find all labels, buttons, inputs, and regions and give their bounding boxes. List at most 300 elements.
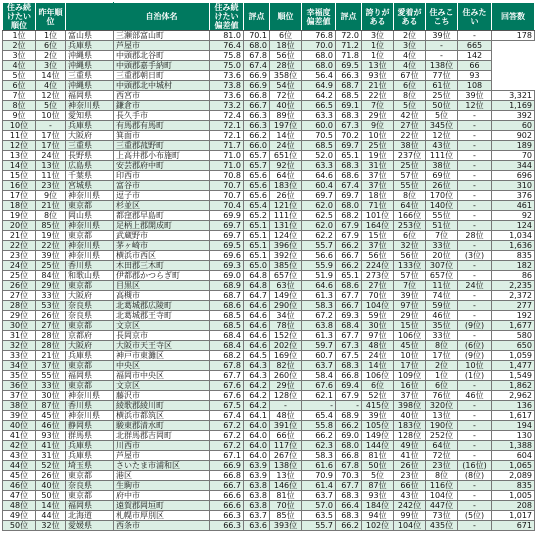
cell-prev-rank: 32位 [36,521,66,531]
table-row [3,51,535,61]
cell-happiness-points: 65.1 [336,271,362,281]
cell-prefecture: 東京都 [66,381,114,391]
cell-happiness-points: 66.7 [336,301,362,311]
cell-prev-rank: 5位 [36,101,66,111]
cell-happiness-rank: 92位 [270,161,302,171]
cell-desirability-rank: - [458,171,492,181]
cell-rank: 48位 [3,501,36,511]
cell-attachment-rank: 8位 [394,191,426,201]
cell-happiness-rank: 28位 [270,61,302,71]
cell-stay-points: 66.9 [244,81,270,91]
cell-rank: 38位 [3,401,36,411]
cell-prefecture: 東京都 [66,491,114,501]
cell-municipality: 有馬郡有馬町 [114,121,210,131]
cell-stay-score: 66.6 [210,491,244,501]
cell-stay-points: 64.3 [244,371,270,381]
cell-pride-rank: 5位 [362,471,394,481]
cell-prev-rank: 8位 [36,211,66,221]
cell-stay-score: 75.0 [210,61,244,71]
cell-desirability-rank: - [458,181,492,191]
cell-municipality: 安芸郡府中町 [114,161,210,171]
cell-pride-rank: 1位 [362,51,394,61]
cell-stay-points: 64.5 [244,351,270,361]
cell-municipality: 三瀬部富山町 [114,31,210,41]
cell-happiness-rank: 117位 [270,441,302,451]
cell-pride-rank: 10位 [362,131,394,141]
cell-prefecture: 兵庫県 [66,41,114,51]
cell-livability-rank: 35位 [426,321,458,331]
cell-rank: 10位 [3,121,36,131]
cell-stay-score: 68.5 [210,311,244,321]
cell-livability-rank: 51位 [426,221,458,231]
cell-response-count: 1,005 [492,491,535,501]
cell-pride-rank: 9位 [362,121,394,131]
cell-happiness-points: 67.3 [336,341,362,351]
cell-desirability-rank: - [458,431,492,441]
cell-stay-score: 66.8 [210,471,244,481]
cell-attachment-rank: 49位 [394,441,426,451]
cell-prefecture: 東京都 [66,201,114,211]
cell-prefecture: 神奈川県 [66,221,114,231]
col-attachment-header: 愛着がある [394,3,426,31]
cell-happiness-rank: 18位 [270,41,302,51]
cell-prefecture: 神奈川県 [66,391,114,401]
cell-municipality: 茅ヶ崎市 [114,241,210,251]
cell-happiness-rank: 6位 [270,31,302,41]
cell-stay-score: 66.9 [210,461,244,471]
cell-happiness-score: 63.8 [302,321,336,331]
table-row [3,161,535,171]
cell-stay-points: 65.6 [244,171,270,181]
cell-happiness-score: 70.0 [302,41,336,51]
cell-happiness-points: 68.3 [336,111,362,121]
cell-stay-score: 72.4 [210,111,244,121]
table-row [3,431,535,441]
cell-stay-points: 64.1 [244,411,270,421]
cell-municipality: 高槻市 [114,291,210,301]
cell-stay-points: 64.0 [244,441,270,451]
cell-livability-rank: 20位 [426,251,458,261]
cell-happiness-rank: 393位 [270,521,302,531]
cell-desirability-rank: - [458,291,492,301]
col-pride-header: 誇りがある [362,3,394,31]
cell-stay-points: 64.6 [244,311,270,321]
cell-stay-points: 64.7 [244,291,270,301]
cell-prev-rank: 24位 [36,151,66,161]
cell-rank: 31位 [3,331,36,341]
cell-stay-score: 75.8 [210,51,244,61]
col-livability-header: 住みここち [426,3,458,31]
cell-livability-rank: 39位 [426,31,458,41]
cell-attachment-rank: 25位 [394,161,426,171]
cell-municipality: 横浜市西区 [114,251,210,261]
cell-prefecture: 東京都 [66,321,114,331]
cell-municipality: 印西市 [114,171,210,181]
cell-pride-rank: 104位 [362,301,394,311]
cell-desirability-rank: 46位 [458,391,492,401]
cell-livability-rank: 11位 [426,281,458,291]
cell-stay-score: 67.2 [210,441,244,451]
cell-stay-score: 70.7 [210,191,244,201]
cell-rank: 8位 [3,101,36,111]
table-row [3,471,535,481]
cell-desirability-rank: - [458,151,492,161]
cell-prev-rank: 21位 [36,201,66,211]
cell-stay-score: 69.0 [210,271,244,281]
cell-happiness-points: 68.0 [336,441,362,451]
cell-pride-rank: 273位 [362,271,394,281]
cell-prefecture: 広島県 [66,161,114,171]
cell-prefecture: 東京都 [66,281,114,291]
cell-prev-rank: 28位 [36,341,66,351]
cell-attachment-rank: 15位 [394,321,426,331]
table-row [3,221,535,231]
cell-livability-rank: 657位 [426,271,458,281]
cell-rank: 1位 [3,31,36,41]
table-row [3,371,535,381]
cell-happiness-rank: 124位 [270,231,302,241]
cell-municipality: 芦屋市 [114,451,210,461]
cell-stay-points: 63.6 [244,521,270,531]
cell-attachment-rank: 43位 [394,491,426,501]
cell-happiness-score: 51.9 [302,271,336,281]
cell-prev-rank: 44位 [36,511,66,521]
cell-prefecture: 和歌山県 [66,271,114,281]
cell-stay-points: 65.7 [244,161,270,171]
cell-happiness-rank: 169位 [270,351,302,361]
cell-prefecture: 奈良県 [66,481,114,491]
cell-livability-rank: 12位 [426,131,458,141]
cell-desirability-rank: (6位) [458,341,492,351]
cell-stay-score: 66.3 [210,521,244,531]
cell-happiness-score: 55.7 [302,521,336,531]
table-row [3,201,535,211]
cell-pride-rank: 149位 [362,431,394,441]
cell-stay-score: 76.4 [210,41,244,51]
cell-desirability-rank: - [458,451,492,461]
table-row [3,451,535,461]
cell-attachment-rank: 4位 [394,61,426,71]
cell-attachment-rank: 242位 [394,501,426,511]
cell-prev-rank: 93位 [36,431,66,441]
cell-livability-rank: 104位 [426,491,458,501]
cell-prefecture: 香川県 [66,261,114,271]
cell-prev-rank: 53位 [36,301,66,311]
table-row [3,191,535,201]
cell-stay-points: 67.4 [244,61,270,71]
cell-municipality: 生駒市 [114,481,210,491]
cell-happiness-points: 67.9 [336,221,362,231]
cell-happiness-score: 64.6 [302,281,336,291]
cell-response-count: 130 [492,431,535,441]
cell-desirability-rank: - [458,161,492,171]
cell-response-count: 1,477 [492,361,535,371]
cell-happiness-rank: 34位 [270,311,302,321]
cell-stay-points: 66.3 [244,111,270,121]
cell-municipality: 福岡市中央区 [114,371,210,381]
cell-pride-rank: 93位 [362,71,394,81]
cell-happiness-score: 70.5 [302,131,336,141]
cell-happiness-score: 60.4 [302,181,336,191]
cell-livability-rank: 38位 [426,161,458,171]
cell-happiness-rank: 70位 [270,501,302,511]
cell-response-count: 1,059 [492,351,535,361]
table-row [3,241,535,251]
cell-response-count: 1,017 [492,511,535,521]
cell-municipality: 川西市 [114,441,210,451]
cell-pride-rank: 97位 [362,331,394,341]
cell-prefecture: 神奈川県 [66,101,114,111]
cell-livability-rank: 72位 [426,451,458,461]
cell-prefecture: 奈良県 [66,301,114,311]
cell-prefecture: 兵庫県 [66,121,114,131]
cell-prefecture: 大阪府 [66,131,114,141]
cell-happiness-rank: 138位 [270,461,302,471]
table-row [3,81,535,91]
cell-livability-rank: 345位 [426,121,458,131]
cell-desirability-rank: 93 [458,71,492,81]
col-happiness-points-header: 評点 [336,3,362,31]
cell-desirability-rank: - [458,521,492,531]
cell-response-count: 189 [492,141,535,151]
cell-prefecture: 宮城県 [66,181,114,191]
col-municipality-header: 自治体名 [114,3,210,31]
cell-pride-rank: 71位 [362,201,394,211]
cell-rank: 35位 [3,371,36,381]
cell-prefecture: 長野県 [66,151,114,161]
cell-happiness-score: 58.3 [302,301,336,311]
cell-livability-rank: 69位 [426,171,458,181]
cell-stay-score: 71.7 [210,141,244,151]
cell-stay-points: 63.8 [244,491,270,501]
cell-happiness-score: 60.7 [302,351,336,361]
cell-response-count: 835 [492,481,535,491]
cell-prev-rank: 11位 [36,171,66,181]
cell-prev-rank: 84位 [36,271,66,281]
cell-livability-rank: 46位 [426,311,458,321]
cell-stay-points: 65.1 [244,221,270,231]
cell-stay-score: 70.4 [210,201,244,211]
cell-municipality: 北群馬郡吉岡町 [114,431,210,441]
cell-stay-points: 65.6 [244,191,270,201]
cell-happiness-points: 66.8 [336,451,362,461]
cell-response-count: 60 [492,121,535,131]
table-row [3,71,535,81]
cell-prev-rank: 41位 [36,441,66,451]
cell-prev-rank: 14位 [36,501,66,511]
cell-happiness-rank: 202位 [270,341,302,351]
cell-response-count: 392 [492,111,535,121]
cell-rank: 4位 [3,61,36,71]
cell-prefecture: 東京都 [66,471,114,481]
cell-happiness-score: 61.4 [302,481,336,491]
cell-pride-rank: 101位 [362,211,394,221]
cell-desirability-rank: - [458,421,492,431]
cell-pride-rank: 7位 [362,101,394,111]
cell-rank: 5位 [3,71,36,81]
cell-happiness-points: - [336,401,362,411]
cell-desirability-rank: - [458,501,492,511]
cell-desirability-rank: - [458,481,492,491]
cell-pride-rank: 37位 [362,241,394,251]
cell-prev-rank: 12位 [36,91,66,101]
cell-stay-points: 66.0 [244,141,270,151]
col-prefecture-header [66,3,114,31]
cell-stay-points: 64.6 [244,321,270,331]
col-stay-points-header: 評点 [244,3,270,31]
cell-pride-rank: 164位 [362,221,394,231]
cell-livability-rank: 140位 [426,201,458,211]
cell-stay-score: 67.4 [210,411,244,421]
cell-municipality: 長久手市 [114,111,210,121]
cell-happiness-points: 69.7 [336,191,362,201]
cell-desirability-rank: - [458,131,492,141]
cell-livability-rank: 64位 [426,441,458,451]
cell-desirability-rank: (9位) [458,321,492,331]
cell-prefecture: 福岡県 [66,91,114,101]
cell-happiness-score: 62.0 [302,201,336,211]
table-row [3,141,535,151]
cell-happiness-rank: - [270,401,302,411]
cell-municipality: さいたま市浦和区 [114,461,210,471]
cell-prev-rank: 21位 [36,351,66,361]
cell-response-count: 2,089 [492,471,535,481]
cell-livability-rank: 73位 [426,511,458,521]
table-row [3,311,535,321]
cell-attachment-rank: 10位 [394,351,426,361]
cell-desirability-rank: (5位) [458,511,492,521]
cell-pride-rank: 37位 [362,171,394,181]
cell-happiness-score: 56.6 [302,251,336,261]
cell-desirability-rank: 142 [458,51,492,61]
cell-desirability-rank: (1位) [458,371,492,381]
cell-pride-rank: 415位 [362,401,394,411]
cell-pride-rank: 106位 [362,371,394,381]
cell-happiness-score: 58.4 [302,371,336,381]
cell-response-count: 604 [492,451,535,461]
cell-prefecture: 兵庫県 [66,351,114,361]
cell-municipality: 三重郡菰野町 [114,141,210,151]
cell-stay-score: 67.2 [210,431,244,441]
table-row [3,211,535,221]
cell-prefecture: 福岡県 [66,501,114,511]
cell-happiness-score: - [302,401,336,411]
cell-stay-points: 63.9 [244,471,270,481]
cell-attachment-rank: 39位 [394,291,426,301]
cell-attachment-rank: 2位 [394,31,426,41]
cell-stay-points: 66.3 [244,121,270,131]
cell-stay-points: 65.1 [244,231,270,241]
cell-pride-rank: 29位 [362,111,394,121]
cell-happiness-points: 66.2 [336,421,362,431]
cell-stay-points: 63.8 [244,481,270,491]
table-row [3,121,535,131]
cell-desirability-rank: - [458,271,492,281]
table-row [3,501,535,511]
cell-stay-points: 63.8 [244,501,270,511]
cell-pride-rank: 13位 [362,61,394,71]
cell-rank: 7位 [3,91,36,101]
cell-happiness-rank: 14位 [270,131,302,141]
cell-pride-rank: 24位 [362,351,394,361]
cell-response-count: 2,372 [492,291,535,301]
table-body [3,31,535,531]
cell-stay-score: 69.7 [210,231,244,241]
cell-prev-rank: 9位 [36,191,66,201]
cell-happiness-score: 64.9 [302,81,336,91]
cell-rank: 13位 [3,151,36,161]
cell-stay-score: 67.7 [210,371,244,381]
cell-happiness-points: 68.9 [336,411,362,421]
cell-prefecture: 京都府 [66,331,114,341]
cell-stay-score: 67.8 [210,361,244,371]
cell-prefecture: 香川県 [66,401,114,411]
cell-response-count: 1,617 [492,411,535,421]
cell-prev-rank: 17位 [36,131,66,141]
cell-municipality: 神戸市東灘区 [114,351,210,361]
cell-municipality: 鎌倉市 [114,101,210,111]
cell-response-count: 92 [492,211,535,221]
table-row [3,131,535,141]
cell-response-count: 1,636 [492,241,535,251]
cell-prefecture: 東京都 [66,231,114,241]
cell-prev-rank: 52位 [36,461,66,471]
cell-prev-rank: 25位 [36,261,66,271]
cell-prev-rank: 37位 [36,361,66,371]
cell-happiness-rank: 24位 [270,141,302,151]
cell-stay-points: 64.0 [244,421,270,431]
cell-livability-rank: - [426,51,458,61]
cell-desirability-rank: - [458,211,492,221]
cell-stay-score: 66.3 [210,511,244,521]
cell-happiness-points: 69.3 [336,311,362,321]
cell-desirability-rank: 10位 [458,361,492,371]
cell-livability-rank: 50位 [426,101,458,111]
cell-attachment-rank: 398位 [394,401,426,411]
cell-prefecture: 兵庫県 [66,441,114,451]
col-rank-header: 住み続けたい順位 [3,3,36,31]
table-row [3,231,535,241]
cell-pride-rank: 87位 [362,481,394,491]
cell-pride-rank: 31位 [362,161,394,171]
cell-happiness-rank: 64位 [270,171,302,181]
cell-response-count: 1,677 [492,321,535,331]
cell-happiness-rank: 657位 [270,271,302,281]
cell-attachment-rank: 22位 [394,131,426,141]
cell-prefecture: 兵庫県 [66,451,114,461]
cell-pride-rank: 50位 [362,461,394,471]
cell-prefecture: 群馬県 [66,431,114,441]
cell-prev-rank: 19位 [36,231,66,241]
cell-attachment-rank: 26位 [394,461,426,471]
cell-happiness-rank: 260位 [270,371,302,381]
cell-rank: 39位 [3,411,36,421]
cell-livability-rank: 33位 [426,241,458,251]
cell-prefecture: 東京都 [66,361,114,371]
cell-rank: 37位 [3,391,36,401]
cell-prev-rank: 26位 [36,471,66,481]
cell-desirability-rank: - [458,311,492,321]
cell-municipality: 都窪郡早島町 [114,211,210,221]
cell-stay-points: 65.1 [244,241,270,251]
cell-happiness-points: 69.1 [336,101,362,111]
cell-pride-rank: 93位 [362,491,394,501]
cell-pride-rank: 22位 [362,91,394,101]
cell-stay-score: 66.6 [210,501,244,511]
cell-municipality: 三重郡朝日町 [114,71,210,81]
cell-happiness-points: 67.8 [336,461,362,471]
cell-desirability-rank: - [458,201,492,211]
